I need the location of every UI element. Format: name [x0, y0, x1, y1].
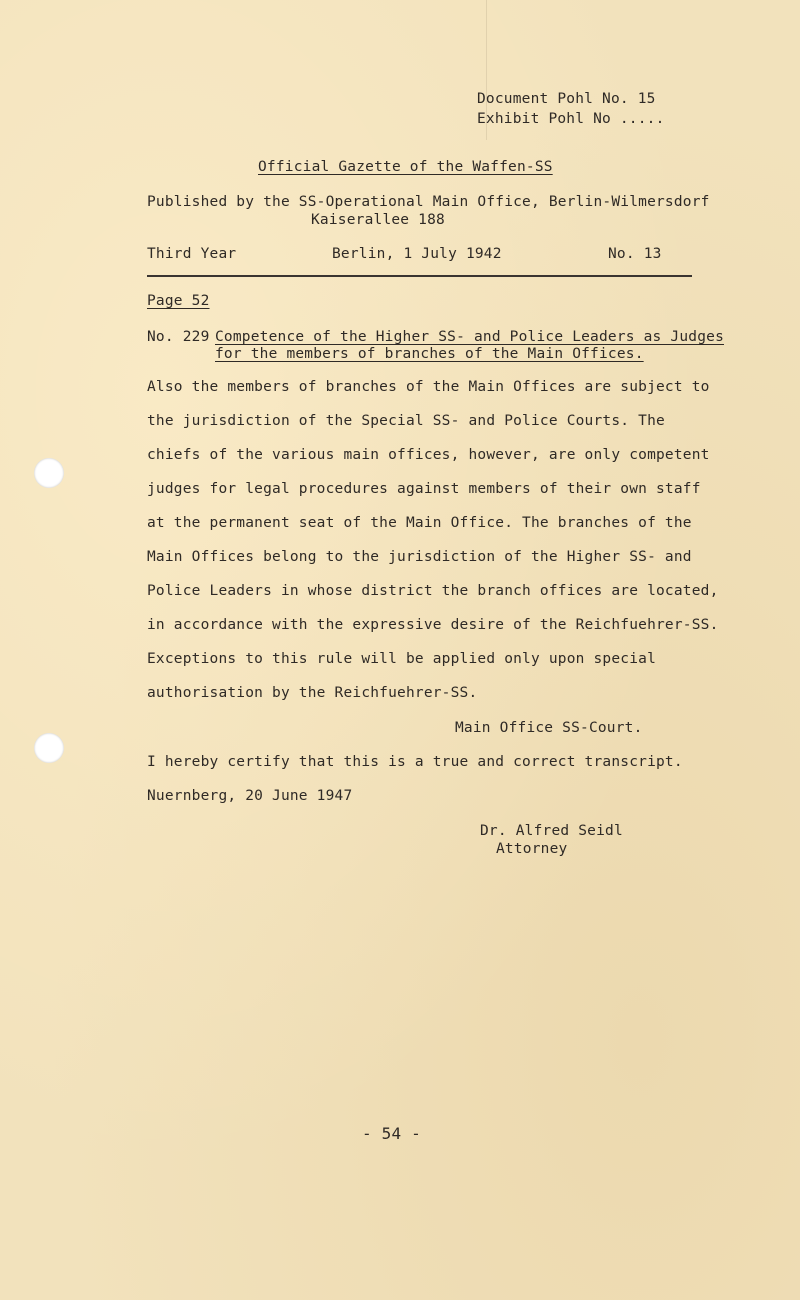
article-number: No. 229	[147, 329, 210, 345]
issuing-office: Main Office SS-Court.	[455, 720, 643, 736]
punch-hole	[34, 733, 64, 763]
page-reference: Page 52	[147, 293, 210, 309]
gazette-date: Berlin, 1 July 1942	[332, 246, 502, 262]
gazette-title: Official Gazette of the Waffen-SS	[258, 159, 553, 175]
gazette-year: Third Year	[147, 246, 237, 262]
header-rule	[147, 275, 692, 277]
article-title-line-1: Competence of the Higher SS- and Police Leaders as Judges	[215, 329, 724, 345]
publisher-line: Published by the SS-Operational Main Office, Berlin-Wilmersdorf	[147, 194, 710, 210]
publisher-address: Kaiserallee 188	[311, 212, 445, 228]
signer-name: Dr. Alfred Seidl	[480, 823, 623, 839]
page-number: - 54 -	[362, 1124, 421, 1143]
body-line: Also the members of branches of the Main Offices are subject to	[147, 379, 710, 395]
body-line: at the permanent seat of the Main Office. The branches of the	[147, 515, 692, 531]
body-line: the jurisdiction of the Special SS- and Police Courts. The	[147, 413, 665, 429]
body-line: in accordance with the expressive desire of the Reichfuehrer-SS.	[147, 617, 719, 633]
gazette-issue-number: No. 13	[608, 246, 662, 262]
body-line: Main Offices belong to the jurisdiction of the Higher SS- and	[147, 549, 692, 565]
exhibit-reference: Exhibit Pohl No .....	[477, 111, 665, 127]
signer-title: Attorney	[496, 841, 568, 857]
body-line: Exceptions to this rule will be applied only upon special	[147, 651, 656, 667]
certification-statement: I hereby certify that this is a true and correct transcript.	[147, 754, 683, 770]
article-title-line-2: for the members of branches of the Main Offices.	[215, 346, 644, 362]
document-reference: Document Pohl No. 15	[477, 91, 656, 107]
punch-hole	[34, 458, 64, 488]
body-line: chiefs of the various main offices, however, are only competent	[147, 447, 710, 463]
certification-place-date: Nuernberg, 20 June 1947	[147, 788, 353, 804]
body-line: authorisation by the Reichfuehrer-SS.	[147, 685, 478, 701]
body-line: judges for legal procedures against members of their own staff	[147, 481, 701, 497]
body-line: Police Leaders in whose district the branch offices are located,	[147, 583, 719, 599]
